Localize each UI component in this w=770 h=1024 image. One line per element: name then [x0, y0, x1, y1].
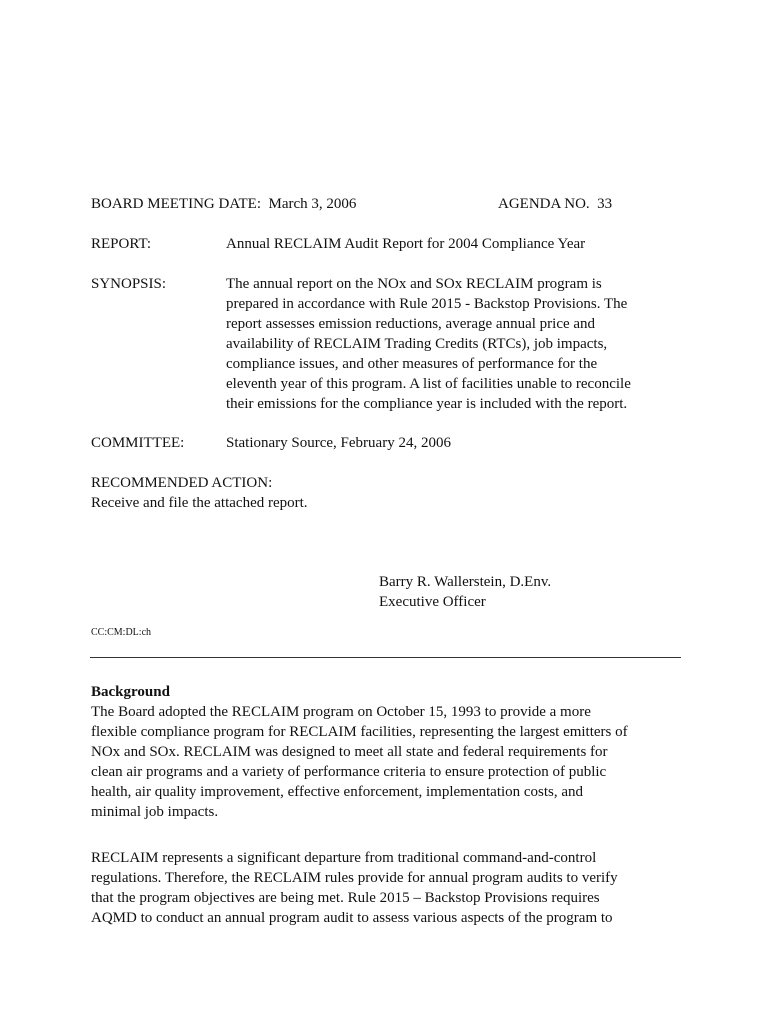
paragraph-line: AQMD to conduct an annual program audit to assess various aspects of the program to	[91, 910, 613, 926]
horizontal-divider	[90, 657, 681, 658]
agenda-number-line	[498, 194, 612, 214]
signatory-title: Executive Officer	[379, 594, 486, 610]
paragraph-line: minimal job impacts.	[91, 804, 219, 820]
synopsis-line: availability of RECLAIM Trading Credits (RTCs), job impacts,	[226, 336, 608, 352]
synopsis-label: SYNOPSIS:	[91, 276, 167, 292]
recommended-action-label: RECOMMENDED ACTION:	[91, 475, 273, 491]
meeting-date-line	[91, 194, 356, 214]
committee-value: Stationary Source, February 24, 2006	[226, 435, 451, 451]
meeting-date: March 3, 2006	[268, 196, 357, 212]
agenda-number: 33	[597, 196, 613, 212]
background-heading: Background	[91, 684, 170, 700]
paragraph-line: NOx and SOx. RECLAIM was designed to meet all state and federal requirements for	[91, 744, 608, 760]
paragraph-line: that the program objectives are being met. Rule 2015 – Backstop Provisions requires	[91, 890, 600, 906]
report-label: REPORT:	[91, 236, 152, 252]
synopsis-line: The annual report on the NOx and SOx RECLAIM program is	[226, 276, 602, 292]
agenda-label: AGENDA NO.	[498, 196, 590, 212]
paragraph-line: regulations. Therefore, the RECLAIM rules provide for annual program audits to verify	[91, 870, 618, 886]
synopsis-line: their emissions for the compliance year is included with the report.	[226, 396, 628, 412]
paragraph-line: clean air programs and a variety of performance criteria to ensure protection of public	[91, 764, 607, 780]
signatory-name: Barry R. Wallerstein, D.Env.	[379, 574, 552, 590]
paragraph-line: flexible compliance program for RECLAIM facilities, representing the largest emitters of	[91, 724, 628, 740]
paragraph-line: health, air quality improvement, effective enforcement, implementation costs, and	[91, 784, 584, 800]
synopsis-line: compliance issues, and other measures of performance for the	[226, 356, 598, 372]
synopsis-line: report assesses emission reductions, average annual price and	[226, 316, 596, 332]
recommended-action-text: Receive and file the attached report.	[91, 495, 308, 511]
meeting-date-label: BOARD MEETING DATE:	[91, 196, 261, 212]
paragraph-line: The Board adopted the RECLAIM program on October 15, 1993 to provide a more	[91, 704, 591, 720]
report-value: Annual RECLAIM Audit Report for 2004 Compliance Year	[226, 236, 586, 252]
synopsis-line: eleventh year of this program. A list of facilities unable to reconcile	[226, 376, 631, 392]
synopsis-line: prepared in accordance with Rule 2015 - Backstop Provisions. The	[226, 296, 628, 312]
paragraph-line: RECLAIM represents a significant departure from traditional command-and-control	[91, 850, 597, 866]
committee-label: COMMITTEE:	[91, 435, 185, 451]
cc-initials: CC:CM:DL:ch	[91, 627, 152, 638]
